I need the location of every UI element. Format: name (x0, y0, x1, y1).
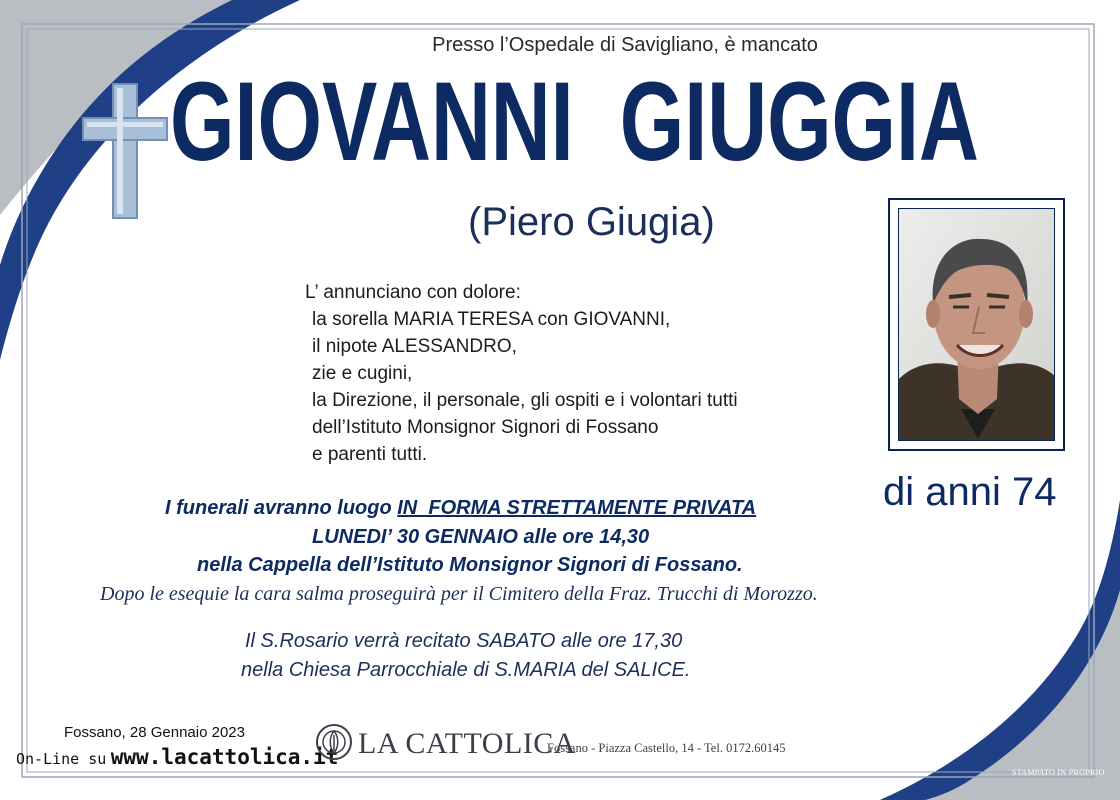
deceased-nickname: (Piero Giugia) (468, 200, 715, 244)
announcement-line: dell’Istituto Monsignor Signori di Fossano (312, 417, 659, 438)
funeral-line-3: nella Cappella dell’Istituto Monsignor Signori di Fossano. (197, 554, 743, 576)
announcement-line: la Direzione, il personale, gli ospiti e i volontari tutti (312, 390, 738, 411)
portrait-frame (888, 198, 1065, 451)
funeral-line-1 (165, 497, 756, 520)
deceased-name: GIOVANNI GIUGGIA (170, 59, 979, 184)
funeral-private-note: IN FORMA STRETTAMENTE PRIVATA (397, 497, 757, 519)
rosary-line-1: Il S.Rosario verrà recitato SABATO alle ore 17,30 (245, 630, 683, 652)
funeral-home-address: Fossano - Piazza Castello, 14 - Tel. 0172.60145 (547, 741, 786, 755)
announcement-line: e parenti tutti. (312, 444, 428, 465)
age-text: di anni 74 (883, 470, 1057, 514)
rosary-line-2: nella Chiesa Parrocchiale di S.MARIA del SALICE. (241, 659, 691, 681)
intro-text: Presso l’Ospedale di Savigliano, è mancato (432, 34, 818, 56)
portrait-image (899, 209, 1055, 441)
announcement-block (305, 279, 738, 468)
la-cattolica-logo-icon (315, 723, 353, 761)
website-link[interactable]: www.lacattolica.it (110, 745, 339, 769)
funeral-home-name: LA CATTOLICA (358, 727, 576, 760)
burial-text: Dopo le esequie la cara salma proseguirà per il Cimitero della Fraz. Trucchi di Morozzo. (100, 583, 818, 605)
portrait-photo (898, 208, 1055, 441)
place-date: Fossano, 28 Gennaio 2023 (64, 724, 245, 741)
funeral-line-1-prefix: I funerali avranno luogo (165, 497, 398, 519)
online-info (16, 745, 338, 769)
announcement-line: L’ annunciano con dolore: (305, 282, 521, 303)
funeral-line-2: LUNEDI’ 30 GENNAIO alle ore 14,30 (312, 526, 650, 548)
announcement-line: la sorella MARIA TERESA con GIOVANNI, (312, 309, 671, 330)
announcement-line: zie e cugini, (312, 363, 413, 384)
grey-swoosh-bottom-right (880, 560, 1120, 800)
online-label: On-Line su (16, 750, 107, 768)
announcement-line: il nipote ALESSANDRO, (312, 336, 517, 357)
printed-by-note: STAMPATO IN PROPRIO (1012, 768, 1105, 777)
